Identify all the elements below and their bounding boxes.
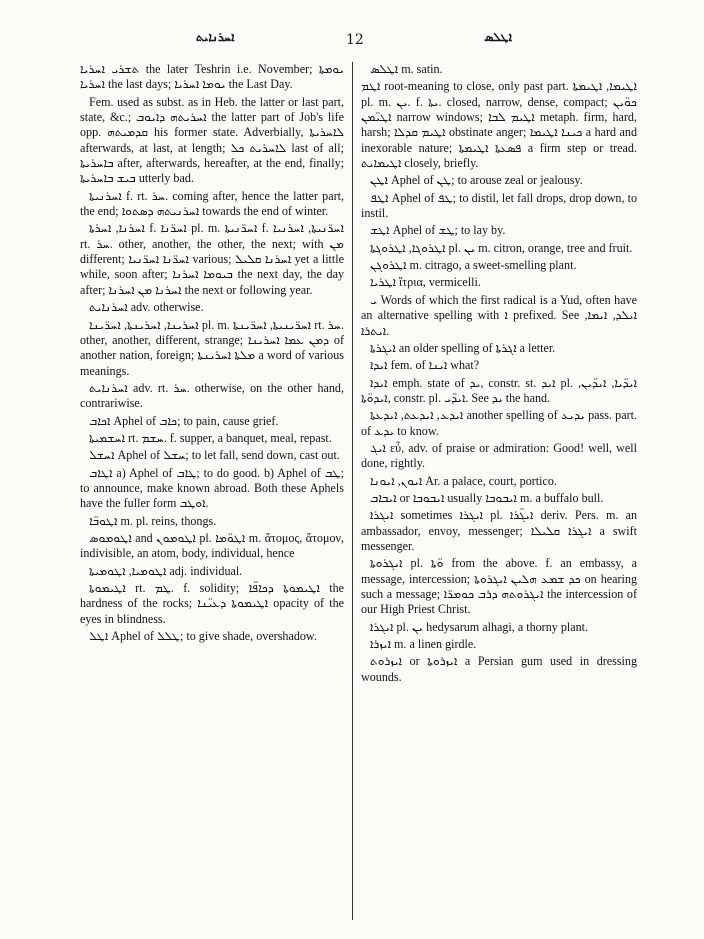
right-running-head: ܐܛܠܣ (484, 30, 512, 44)
dictionary-entry: ܐܛܠܣ m. satin. (370, 62, 443, 76)
dictionary-entry: ܐܝܓ εὖ, adv. of praise or admiration: Good! well, well done, rightly. (361, 440, 637, 471)
dictionary-entry: ܐܝܓܪܘܬܐ pl. ܘ̈ܬܐ from the above. f. an embassy, a message, intercession; ܟܕ ܫܡܥ ܗܠܝܢ ܐܝܓܪܘܬܐ on hearing such a message; ܐܝܓܪܘܬܗ ܕܪܒ ܟܘܡܪ̈ܐ the intercession of our High Priest Christ. (361, 556, 637, 617)
dictionary-entry: ܐܝܙܪܐ m. a linen girdle. (370, 637, 477, 652)
dictionary-entry: ܝ Words of which the first radical is a Yud, often have an alternative spelling with ܐ prefixed. See ܐܝܠܕ, ܐܝܡܐ, ܐܝܬܪܐ. (361, 292, 637, 338)
dictionary-entry: ܐܚܪܢܐܝܬ adv. otherwise. (89, 300, 204, 315)
dictionary-entry: ܐܛܡ root-meaning to close, only past part. ܐܛܝܡܐ, ܐܛܝܡܬܐ pl. m. ܝܢ. f. ܝܬܐ. closed, narrow, dense, compact; ܟܘ̈ܝܢ ܐܛܝ̈ܡܢ narrow windows; ܐܛܝܡ ܠܒܐ metaph. firm, hard, harsh; ܐܛܝܡ ܩܕܠܐ obstinate anger; ܟܝܢܐ ܐܛܝܡܐ a hard and inexorable nature; ܦܣܥܬܐ ܐܛܝܡܬܐ a firm step or tread. ܐܛܝܡܐܝܬ closely, briefly. (361, 79, 637, 171)
dictionary-entry: ܐܚܪܢܐ, ܐܚܪܬܐ f. ܐܚܪ̈ܢܐ pl. m. ܐܚܪ̈ܢܝܬܐ f. ܐܚܪ̈ܢܝܬܐ, ܐܚܪܢܝܐ rt. ܚܪ. other, another, the other, the next; with ܡܢ different; ܐܚܪ̈ܢܐ ܐܚܪ̈ܢܝܐ various; ܐܚܪܢܐ ܩܠܝܠ yet a little while, soon after; ܒܝܘܡܐ ܐܚܪܢܐ the next day, the day after; ܐܚܪܢܐ ܡܢ ܐܚܪܢܐ the next or following year. (80, 221, 344, 297)
dictionary-entry: ܐܝܓܪܬܐ an older spelling of ܐܓܪܬܐ a letter. (370, 340, 556, 355)
dictionary-entry: ܐܟܐܒ Aphel of ܟܐܒ; to pain, cause grief. (89, 413, 279, 428)
dictionary-entry: ܐܝܒܐܒ or ܐܝܒܘܒܐ usually ܐܝܒܘܒܐ m. a buffalo bull. (370, 490, 604, 505)
dictionary-entry: ܐܛܐܒ a) Aphel of ܛܐܒ; to do good. b) Aphel of ܛܒ; to announce, make known abroad. Both these Aphels have the fuller form ܐܘܛܒ. (80, 465, 344, 511)
dictionary-entry: ܐܚܪܢܐܝܬ adv. rt. ܚܪ. otherwise, on the other hand, contrariwise. (80, 380, 344, 411)
column-divider (352, 62, 353, 920)
dictionary-entry: ܐܚܪܢܝܬܐ f. rt. ܚܪ. coming after, hence the latter part, the end; ܐܚܪܢܝܬܗ ܕܣܬܘܐ towards the end of winter. (80, 188, 344, 219)
dictionary-entry: ܐܚܪܝܢܐ, ܐܚܪܝܢܬܐ, ܐܚܪ̈ܝܢܐ pl. m. ܐܚܪ̈ܝܢܝܬܐ, ܐܚܪ̈ܝܢܬܐ rt. ܚܪ. other, another, different, strange; ܕܡܢ ܥܡܐ ܐܚܪܝܢܐ of another nation, foreign; ܡܠܬܐ ܐܚܪܝܢܬܐ a word of various meanings. (80, 317, 344, 378)
dictionary-entry: ܐܝܓܪܐ pl. ܝܢ hedysarum alhagi, a thorny plant. (370, 619, 589, 634)
left-running-head: ܐܚܪܢܐܝܬ (196, 30, 235, 44)
dictionary-entry: ܐܛܠ Aphel of ܛܠܠ; to give shade, overshadow. (89, 629, 317, 644)
dictionary-entry: ܬܫܪܝ ܐܚܪܝܐ the later Teshrin i.e. November; ܝܘܡܬܐ ܐܚܪܝܐ the last days; ܝܘܡܐ ܐܚܪܝܐ the Last Day. (80, 62, 344, 92)
dictionary-entry: ܐܝܕܐ fem. of ܐܝܢܐ what? (370, 358, 480, 373)
dictionary-entry: ܐܛܘܡܘܣ and ܐܛܘܡܘܢ pl. ܐܛܘ̈ܡܐ m. ἄτομος, ἄτομον, indivisible, an atom, body, individual, hence (80, 530, 344, 561)
dictionary-entry: ܐܛܪܝܐ ἴτρια, vermicelli. (370, 275, 481, 290)
dictionary-entry: ܐܛܪܘܓܐ, ܐܛܪܘܓܬܐ pl. ܝܢ m. citron, orange, tree and fruit. (370, 240, 633, 255)
dictionary-entry: ܐܝܙܪܘܬ or ܐܝܙܪܘܬܐ a Persian gum used in dressing wounds. (361, 654, 637, 684)
dictionary-entry: ܐܚܫܡܝܬܐ rt. ܚܫܡ. f. supper, a banquet, meal, repast. (89, 430, 332, 445)
dictionary-entry: ܐܛܪܘܓܢ m. citrago, a sweet-smelling plant. (370, 258, 577, 273)
dictionary-entry: ܐܛܝܡܘܬܐ rt. ܛܡ. f. solidity; ܐܛܝܡܘܬܐ ܕܟܐܦ̈ܐ the hardness of the rocks; ܐܛܝܡܘܬܐ ܕܥܝ̈ܢܐ opacity of the eyes in blindness. (80, 581, 344, 626)
page-number: 12 (346, 32, 364, 48)
page-header (0, 30, 704, 54)
dictionary-entry: ܐܛܫ Aphel of ܛܫ; to lay by. (370, 223, 506, 238)
left-column (80, 62, 344, 922)
dictionary-entry: ܐܛܘܒ̈ܐ m. pl. reins, thongs. (89, 513, 217, 528)
dictionary-entry: ܐܚܫܠ Aphel of ܚܫܠ; to let fall, send down, cast out. (89, 448, 340, 463)
dictionary-entry: ܐܝܘܢ, ܐܝܘܢܐ Ar. a palace, court, portico. (370, 473, 557, 488)
dictionary-entry: ܐܛܦ Aphel of ܛܦ; to distil, let fall drops, drop down, to instil. (361, 190, 637, 221)
dictionary-entry: ܐܛܘܡܝܐ, ܐܛܘܡܝܬܐ adj. individual. (89, 563, 243, 578)
dictionary-entry: ܐܝܕܥ, ܐܝܕܥܬ, ܐܝܕܥܬܐ another spelling of ܝܕܝܥ pass. part. of ܝܕܥ to know. (361, 408, 637, 438)
dictionary-entry: Fem. used as subst. as in Heb. the latter or last part, state, &c.; ܐܚܪܝܬܗ ܕܐܝܘܒ the latter part of Job's life opp. ܩܕܡܝܬܗ his former state. Adverbially, ܠܐܚܪܝܬܐ afterwards, at last, at length; ܠܐܚܪܝܬ ܟܠ last of all; ܒܐܚܪܝܬܐ after, afterwards, hereafter, at the end, finally; ܒܝܫ ܒܐܚܪܝܬܐ utterly bad. (80, 94, 344, 186)
right-column (361, 62, 637, 922)
dictionary-entry: ܐܛܢ Aphel of ܛܢ; to arouse zeal or jealousy. (370, 173, 583, 188)
dictionary-entry: ܐܝܕܐ emph. state of ܝܕ, constr. st. ܐܝܕ pl. ܐܝܕ̈ܝܐ, ܐܝܕ̈ܝܢ, ܐܝܕܘ̈ܬܐ, constr. pl. ܐܝܕ̈ܝ. See ܝܕ the hand. (361, 375, 637, 405)
dictionary-entry: ܐܝܓܪܐ sometimes ܐܝܓܪܐ pl. ܐܝܓ̈ܪܐ deriv. Pers. m. an ambassador, envoy, messenger; ܐܝܓܪܐ ܩܠܝܠܐ a swift messenger. (361, 508, 637, 553)
